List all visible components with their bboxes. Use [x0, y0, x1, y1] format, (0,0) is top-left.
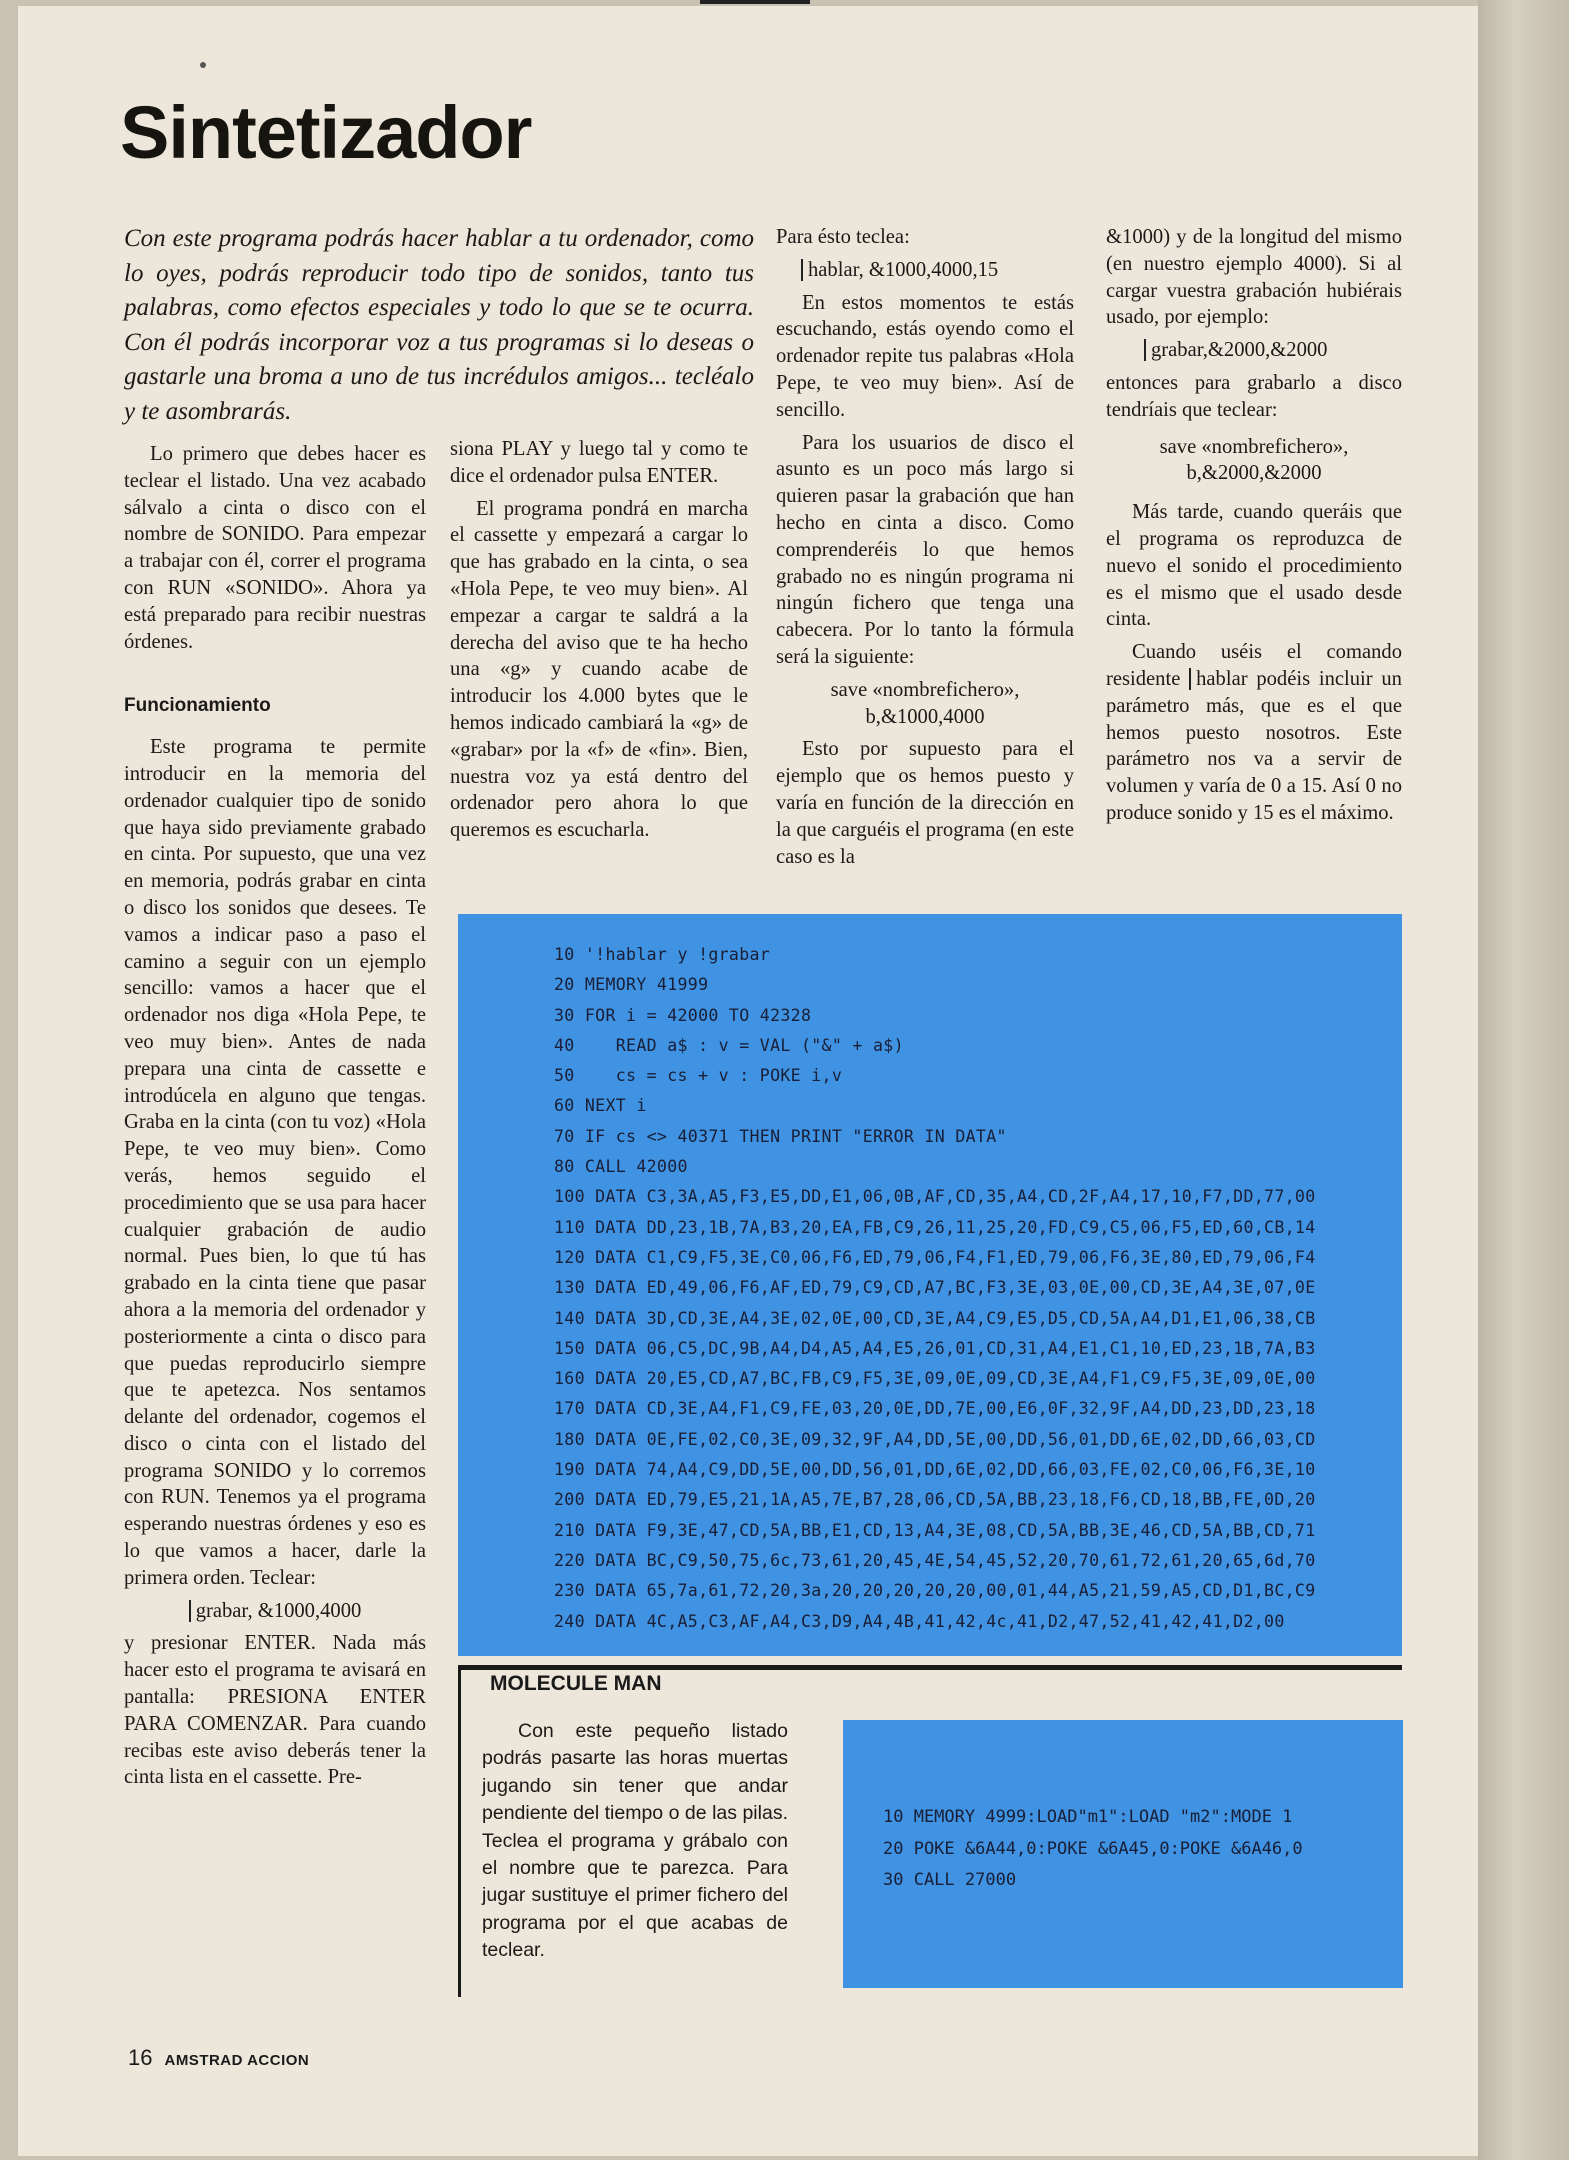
col4-body-3b: hablar podéis incluir un parámetro más, que es el que hemos puesto nosotros. Este parámetro nos va a servir de volumen y varía de 0 a 15. Así 0 no produce sonido y 15 es el máximo. — [1106, 667, 1402, 824]
program-listing-code: 10 '!hablar y !grabar 20 MEMORY 41999 30 FOR i = 42000 TO 42328 40 READ a$ : v = VAL ("&" + a$) 50 cs = cs + v : POKE i,v 60 NEXT i 70 IF cs <> 40371 THEN PRINT "ERROR IN DATA" 80 CALL 42000 100 DATA C3,3A,A5,F3,E5,DD,E1,06,0B,AF,CD,35,A4,CD,2F,A4,17,10,F7,DD,77,00 110 DATA DD,23,1B,7A,B3,20,EA,FB,C9,26,11,25,20,FD,C9,C5,06,F5,ED,60,CB,14 120 DATA C1,C9,F5,3E,C0,06,F6,ED,79,06,F4,F1,ED,79,06,F6,3E,80,ED,79,06,F4 130 DATA ED,49,06,F6,AF,ED,79,C9,CD,A7,BC,F3,3E,03,0E,00,CD,3E,A4,3E,07,0E 140 DATA 3D,CD,3E,A4,3E,02,0E,00,CD,3E,A4,C9,E5,D5,CD,5A,A4,D1,E1,06,38,CB 150 DATA 06,C5,DC,9B,A4,D4,A5,A4,E5,26,01,CD,31,A4,E1,C1,10,ED,23,1B,7A,B3 160 DATA 20,E5,CD,A7,BC,FB,C9,F5,3E,09,0E,09,CD,3E,A4,F1,C9,F5,3E,09,0E,00 170 DATA CD,3E,A4,F1,C9,FE,03,20,0E,DD,7E,00,E6,0F,32,9F,A4,DD,23,DD,23,18 180 DATA 0E,FE,02,C0,3E,09,32,9F,A4,DD,5E,00,DD,56,01,DD,6E,02,DD,66,03,CD 190 DATA 74,A4,C9,DD,5E,00,DD,56,01,DD,6E,02,DD,66,03,FE,02,C0,06,F6,3E,10 200 DATA ED,79,E5,21,1A,A5,7E,B7,28,06,CD,5A,BB,23,18,F6,CD,18,BB,FE,0D,20 210 DATA F9,3E,47,CD,5A,BB,E1,CD,13,A4,3E,08,CD,5A,BB,3E,46,CD,5A,BB,CD,71 220 DATA BC,C9,50,75,6c,73,61,20,45,4E,54,45,52,20,70,61,72,61,20,65,6d,70 230 DATA 65,7a,61,72,20,3a,20,20,20,20,20,00,01,44,A5,21,59,A5,CD,D1,BC,C9 240 DATA 4C,A5,C3,AF,A4,C3,D9,A4,4B,41,42,4c,41,D2,47,52,41,42,41,D2,00 — [554, 945, 1316, 1631]
command-grabar — [124, 1598, 426, 1625]
col4-body-1: entonces para grabarlo a disco tendríais que teclear: — [1106, 371, 1402, 421]
column-1 — [124, 441, 426, 1797]
program-listing — [458, 914, 1402, 1656]
col3-body-2: Para los usuarios de disco el asunto es un poco más largo si quieren pasar la grabación que han hecho en cinta a disco. Como comprenderéis lo que hemos grabado no es ningún programa ni ningún fichero que tenga una cabecera. Por lo tanto la fórmula será la siguiente: — [776, 431, 1074, 668]
col1-intro: Lo primero que debes hacer es teclear el listado. Una vez acabado sálvalo a cinta o disco con el nombre de SONIDO. Para empezar a trabajar con él, correr el programa con RUN «SONIDO». Ahora ya está preparado para recibir nuestras órdenes. — [124, 443, 426, 653]
col3-intro: Para ésto teclea: — [776, 226, 910, 248]
command-grabar-text: grabar, &1000,4000 — [189, 1600, 362, 1622]
molecule-man-listing — [843, 1720, 1403, 1988]
molecule-man-listing-code: 10 MEMORY 4999:LOAD"m1":LOAD "m2":MODE 1 20 POKE &6A44,0:POKE &6A45,0:POKE &6A46,0 30 CALL 27000 — [883, 1807, 1303, 1890]
col4-body-3a: Cuando uséis el comando residente — [1106, 641, 1402, 690]
molecule-man-title: MOLECULE MAN — [490, 1672, 662, 1695]
col1-continuation: y presionar ENTER. Nada más hacer esto el programa te avisará en pantalla: PRESIONA ENTER PARA COMENZAR. Para cuando recibas este aviso deberás tener la cinta lista en el cassette. Pre- — [124, 1632, 426, 1789]
col2-body: El programa pondrá en marcha el cassette y empezará a cargar lo que has grabado en la cinta, o sea «Hola Pepe, te veo muy bien». Al empezar a cargar te saldrá a la derecha del aviso que te ha hecho una «g» y cuando acabe de introducir los 4.000 bytes que le hemos indicado cambiará la «g» de «grabar» por la «f» de «fin». Bien, nuestra voz ya está dentro del ordenador pero ahora lo que queremos es escucharla. — [450, 497, 748, 842]
page-gutter — [1478, 0, 1569, 2160]
ink-dot — [200, 62, 206, 68]
magazine-name: AMSTRAD ACCION — [164, 2052, 310, 2069]
col3-body-1: En estos momentos te estás escuchando, estás oyendo como el ordenador repite tus palabras «Hola Pepe, te veo muy bien». Así de sencillo. — [776, 291, 1074, 421]
article-title: Sintetizador — [120, 91, 532, 174]
col4-intro: &1000) y de la longitud del mismo (en nuestro ejemplo 4000). Si al cargar vuestra grabación hubiérais usado, por ejemplo: — [1106, 226, 1402, 329]
col4-body-3 — [1106, 639, 1402, 827]
command-hablar-text: hablar, &1000,4000,15 — [801, 259, 998, 281]
col2-continuation: siona PLAY y luego tal y como te dice el ordenador pulsa ENTER. — [450, 438, 748, 487]
section-heading: Funcionamiento — [124, 695, 271, 717]
command-hablar — [776, 257, 1074, 284]
column-4 — [1106, 224, 1402, 833]
save-command-2b: b,&2000,&2000 — [1186, 462, 1322, 485]
command-grabar-2 — [1106, 337, 1402, 364]
box-left-rule — [458, 1665, 461, 1997]
box-top-rule — [458, 1665, 1402, 1670]
column-3 — [776, 224, 1074, 876]
lead-paragraph: Con este programa podrás hacer hablar a tu ordenador, como lo oyes, podrás reproducir todo tipo de sonidos, tanto tus palabras, como efectos especiales y todo lo que se te ocurra. Con él podrás incorporar voz a tus programas si lo deseas o gastarle una broma a uno de tus incrédulos amigos... tecléalo y te asombrarás. — [124, 225, 754, 425]
col4-body-2: Más tarde, cuando queráis que el programa os reproduzca de nuevo el sonido el procedimiento es el mismo que el usado desde cinta. — [1106, 501, 1402, 631]
save-command-1a: save «nombrefichero», — [830, 678, 1020, 701]
col1-body: Este programa te permite introducir en la memoria del ordenador cualquier tipo de sonido que haya sido previamente grabado en cinta. Por supuesto, que una vez en memoria, podrás grabar en cinta o disco los sonidos que desees. Te vamos a indicar paso a paso el camino a seguir con un ejemplo sencillo: vamos a hacer que el ordenador nos diga «Hola Pepe, te veo muy bien». Antes de nada prepara una cinta de cassette e introdúcela en alguno que tengas. Graba en la cinta (con tu voz) «Hola Pepe, te veo muy bien». Como verás, hemos seguido el procedimiento que se usa para hacer cualquier grabación de audio normal. Pues bien, lo que tú has grabado en la cinta tiene que pasar ahora a la memoria del ordenador y posteriormente a cinta o disco para que puedas reproducirlo siempre que te apetezca. Nos sentamos delante del ordenador, cogemos el disco o cinta con el listado del programa SONIDO y lo corremos con RUN. Tenemos ya el programa esperando nuestras órdenes y eso es lo que vamos a hacer, darle la primera orden. Teclear: — [124, 736, 426, 1589]
column-2 — [450, 436, 748, 850]
command-grabar-2-text: grabar,&2000,&2000 — [1144, 339, 1327, 361]
molecule-man-text: Con este pequeño listado podrás pasarte las horas muertas jugando sin tener que andar pendiente del tiempo o de las pilas. Teclea el programa y grábalo con el nombre que te parezca. Para jugar sustituye el primer fichero del programa por el que acabas de teclear. — [482, 1720, 788, 1962]
save-command-2a: save «nombrefichero», — [1159, 435, 1349, 458]
top-rule — [700, 0, 810, 4]
save-command-1b: b,&1000,4000 — [865, 705, 985, 728]
col3-body-3: Esto por supuesto para el ejemplo que os hemos puesto y varía en función de la dirección en la que carguéis el programa (en este caso es la — [776, 738, 1074, 868]
page-footer — [128, 2045, 309, 2071]
page-number: 16 — [128, 2045, 153, 2070]
